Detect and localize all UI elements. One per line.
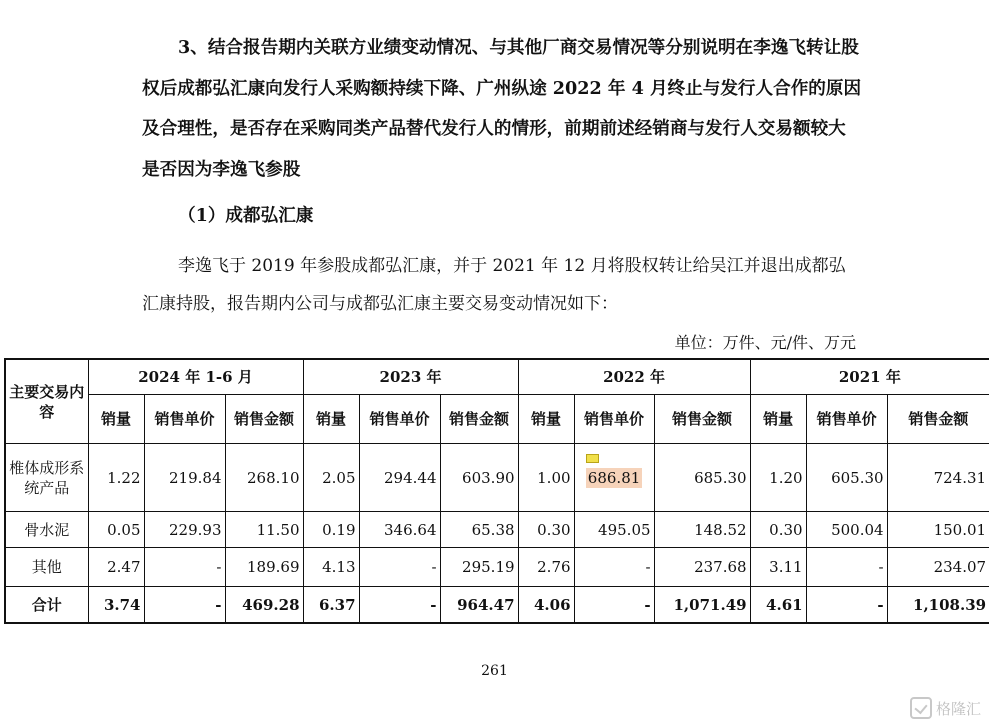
cell-value: 2.47 [88,548,144,587]
cell-value: - [359,548,440,587]
metric-header: 销售金额 [887,395,989,444]
cell-value: 189.69 [225,548,303,587]
cell-value: 0.30 [518,512,574,548]
cell-value: 346.64 [359,512,440,548]
cell-value: 4.06 [518,587,574,624]
cell-value: 603.90 [440,444,518,512]
cell-value: - [806,548,887,587]
cell-value: 219.84 [144,444,225,512]
cell-value: 469.28 [225,587,303,624]
watermark-logo-icon [910,697,932,719]
metric-header: 销售单价 [359,395,440,444]
row-label: 其他 [5,548,88,587]
metric-header: 销量 [303,395,359,444]
metric-header: 销售金额 [225,395,303,444]
cell-value: 237.68 [654,548,750,587]
annotation-highlight[interactable] [586,468,643,488]
metric-header: 销售单价 [806,395,887,444]
cell-value: 3.11 [750,548,806,587]
cell-value: - [574,587,654,624]
metric-header: 销量 [88,395,144,444]
table-row [5,548,989,587]
metric-header: 销售金额 [654,395,750,444]
unit-note: 单位：万件、元/件、万元 [674,333,856,352]
year-header: 2023 年 [303,359,518,395]
cell-value: 234.07 [887,548,989,587]
cell-value: 3.74 [88,587,144,624]
year-header: 2021 年 [750,359,989,395]
watermark [910,697,981,719]
cell-value: 0.19 [303,512,359,548]
cell-value: 2.76 [518,548,574,587]
metric-header: 销售金额 [440,395,518,444]
cell-value: 495.05 [574,512,654,548]
comment-note-icon[interactable] [586,454,599,463]
year-header: 2022 年 [518,359,750,395]
table-row [5,444,989,512]
cell-value: 0.05 [88,512,144,548]
cell-value: 685.30 [654,444,750,512]
cell-value: - [806,587,887,624]
cell-value: 1,071.49 [654,587,750,624]
cell-value: 1.22 [88,444,144,512]
cell-value: - [359,587,440,624]
cell-value: 1.00 [518,444,574,512]
watermark-text: 格隆汇 [935,699,981,718]
row-label: 骨水泥 [5,512,88,548]
cell-value: 500.04 [806,512,887,548]
cell-value: 605.30 [806,444,887,512]
cell-value: 150.01 [887,512,989,548]
subheading: （1）成都弘汇康 [178,205,314,226]
cell-value: 686.81 [587,468,641,487]
metric-header: 销售单价 [144,395,225,444]
cell-value: - [574,548,654,587]
cell-value: 1,108.39 [887,587,989,624]
row-label: 椎体成形系统产品 [5,444,88,512]
cell-value: 294.44 [359,444,440,512]
corner-header: 主要交易内容 [5,359,88,444]
transaction-table [4,358,989,624]
page-number: 261 [481,663,508,679]
year-header: 2024 年 1-6 月 [88,359,303,395]
cell-value: 229.93 [144,512,225,548]
metric-header: 销量 [518,395,574,444]
cell-value: - [144,548,225,587]
table-total-row [5,587,989,624]
cell-value: 4.61 [750,587,806,624]
cell-value: 295.19 [440,548,518,587]
cell-value: 724.31 [887,444,989,512]
question-heading: 3、结合报告期内关联方业绩变动情况、与其他厂商交易情况等分别说明在李逸飞转让股权后成都弘汇康向发行人采购额持续下降、广州纵途 2022 年 4 月终止与发行人合作的原因及合理性，是否存在采购同类产品替代发行人的情形，前期前述经销商与发行人交易额较大是否因为李逸飞参股 [142,37,862,180]
metric-header: 销量 [750,395,806,444]
cell-value: 148.52 [654,512,750,548]
body-paragraph: 李逸飞于 2019 年参股成都弘汇康，并于 2021 年 12 月将股权转让给吴江并退出成都弘汇康持股，报告期内公司与成都弘汇康主要交易变动情况如下： [142,256,846,314]
cell-value: 1.20 [750,444,806,512]
cell-value: 268.10 [225,444,303,512]
cell-value: 964.47 [440,587,518,624]
highlighted-cell [574,444,654,512]
table-header-metrics [5,395,989,444]
cell-value: 0.30 [750,512,806,548]
cell-value: 4.13 [303,548,359,587]
table-row [5,512,989,548]
metric-header: 销售单价 [574,395,654,444]
cell-value: - [144,587,225,624]
cell-value: 65.38 [440,512,518,548]
cell-value: 2.05 [303,444,359,512]
cell-value: 11.50 [225,512,303,548]
cell-value: 6.37 [303,587,359,624]
table-header-years [5,359,989,395]
row-label: 合计 [5,587,88,624]
